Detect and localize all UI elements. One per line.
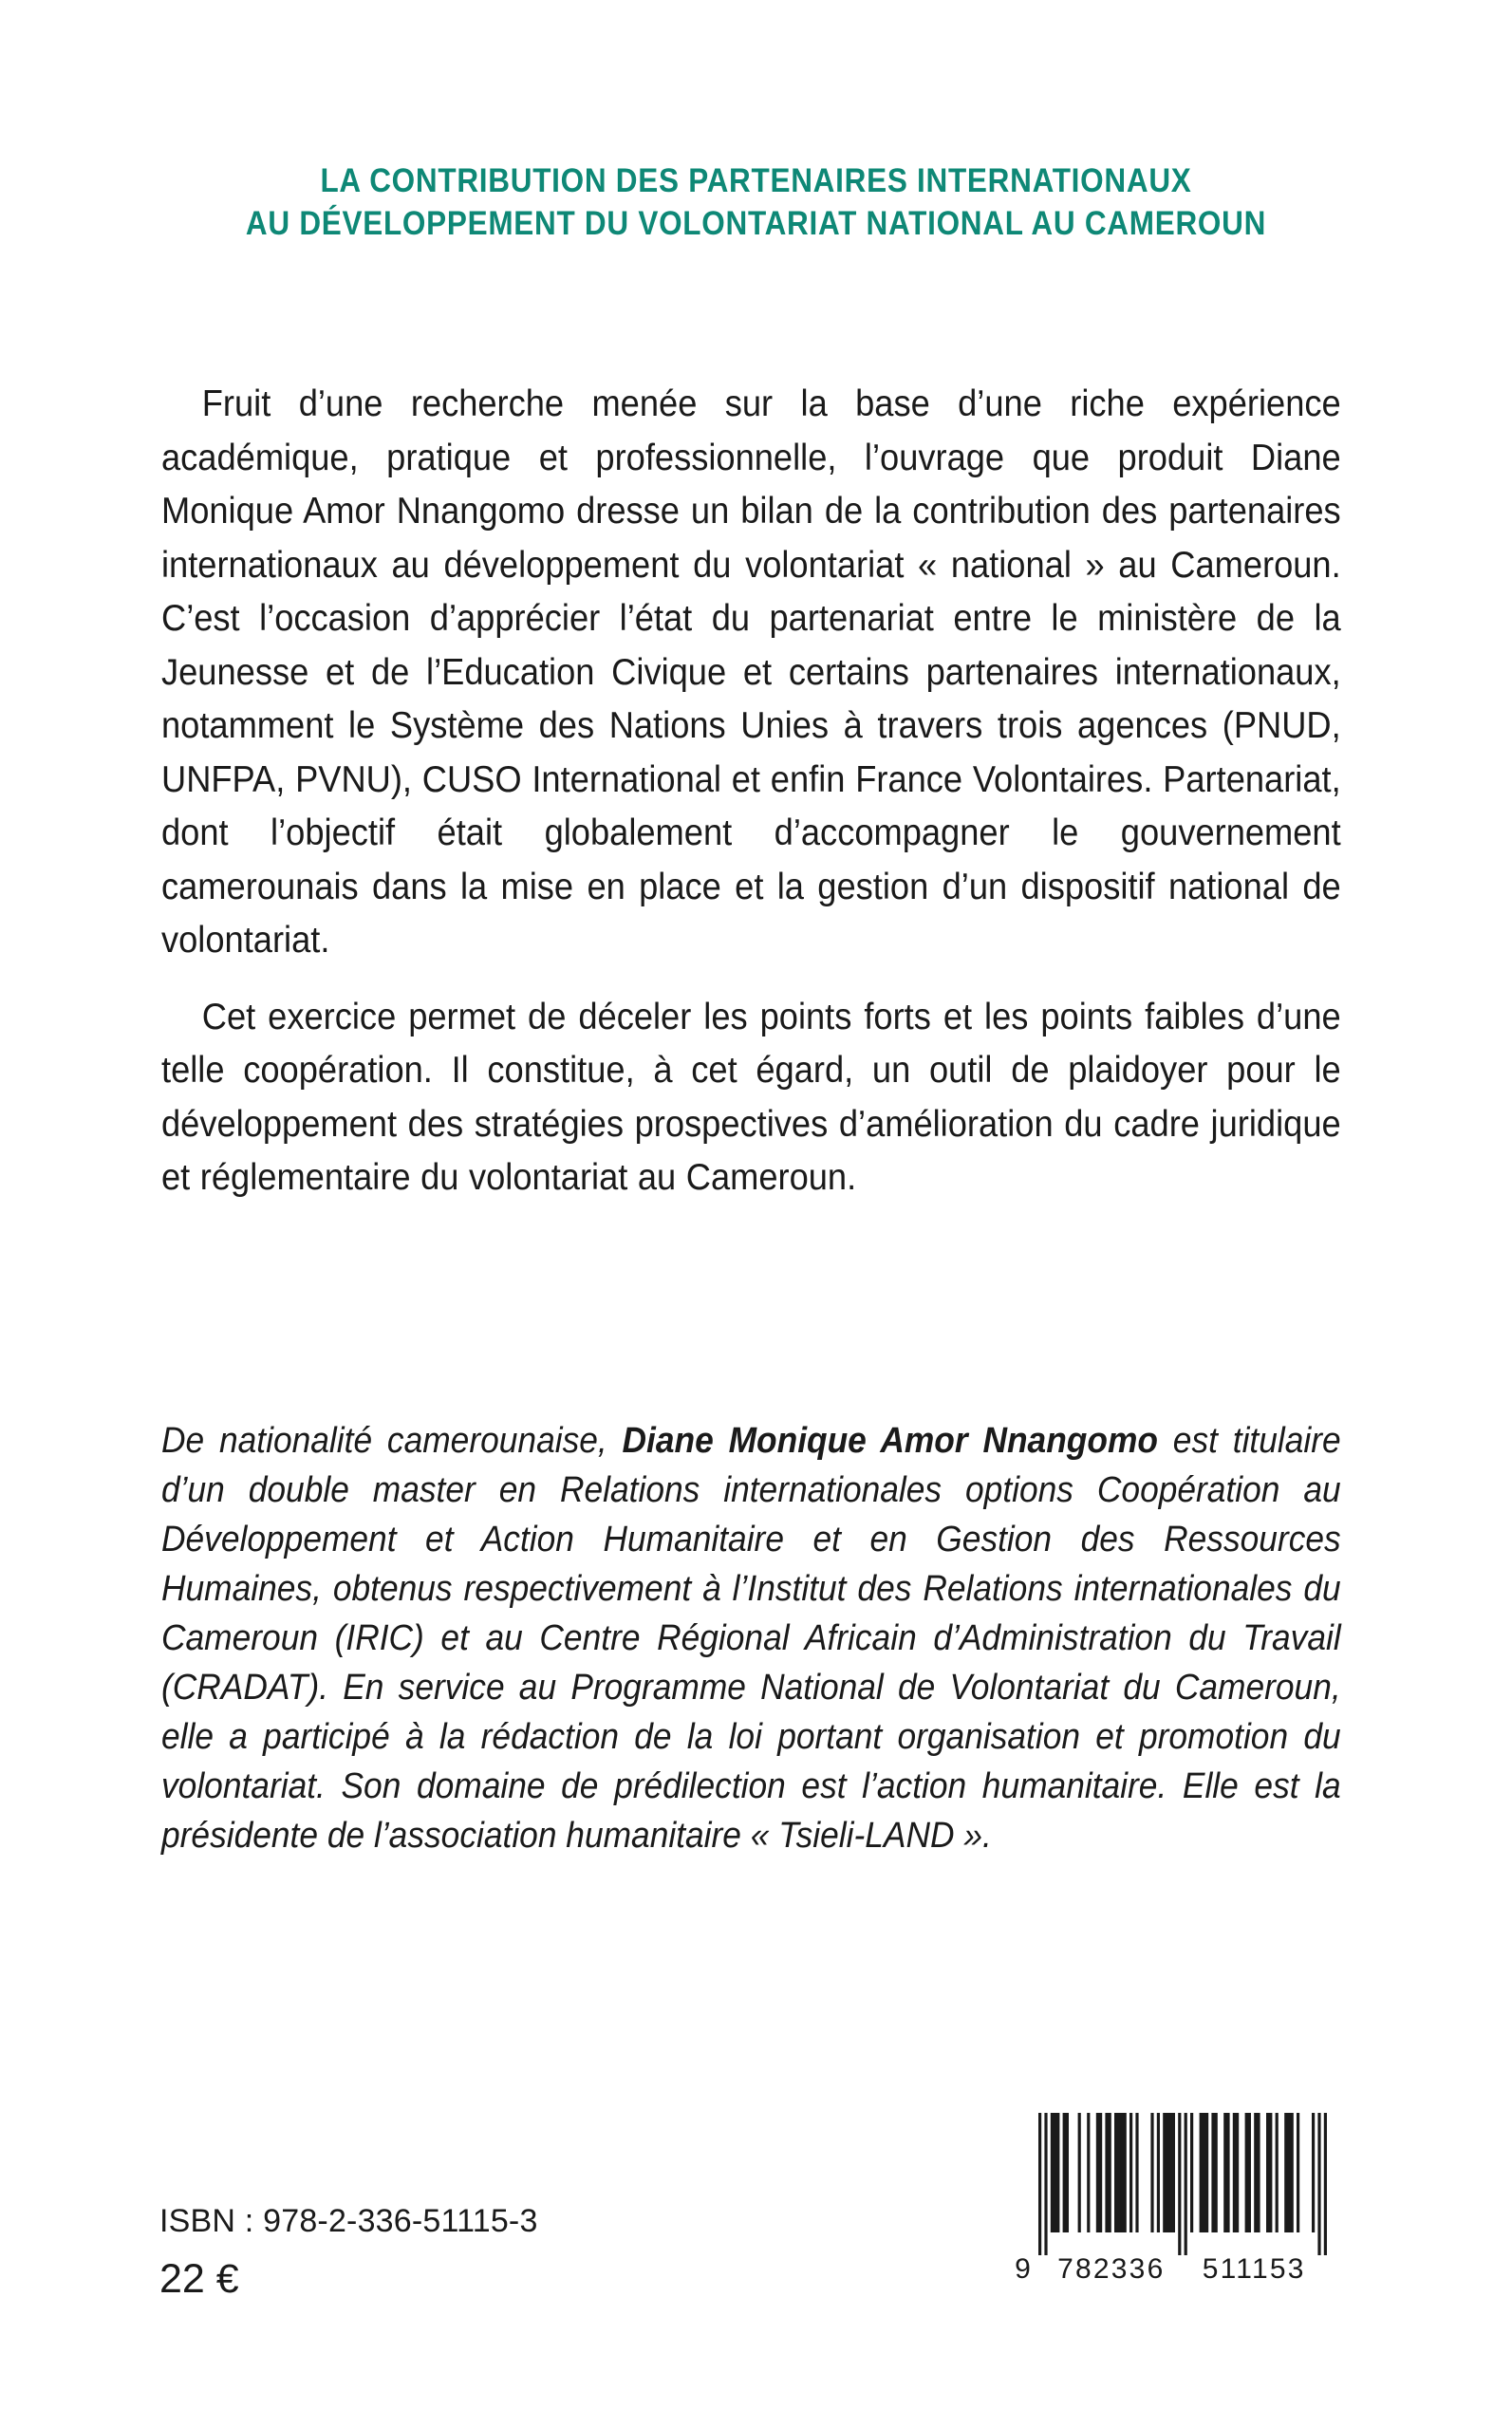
author-biography	[161, 1416, 1341, 1860]
price-text: 22 €	[159, 2256, 239, 2302]
isbn-text: ISBN : 978-2-336-51115-3	[159, 2203, 538, 2239]
ean13-barcode	[1014, 2105, 1336, 2286]
svg-text:511153: 511153	[1202, 2253, 1306, 2285]
bio-lead-text: De nationalité camerounaise,	[161, 1421, 623, 1461]
blurb-section	[161, 378, 1341, 1205]
book-title-line-1: LA CONTRIBUTION DES PARTENAIRES INTERNATIONAUX	[320, 162, 1192, 199]
footer-meta	[159, 2200, 538, 2306]
book-title	[85, 159, 1427, 245]
book-title-line-2: AU DÉVELOPPEMENT DU VOLONTARIAT NATIONAL AU CAMEROUN	[245, 205, 1267, 242]
bio-rest-text: est titulaire d’un double master en Relations internationales options Coopération au Développement et Action Humanitaire et en Gestion des Ressources Humaines, obtenus respectivement à l’Institut des Relations internationales du Cameroun (IRIC) et au Centre Régional Africain d’Administration du Travail (CRADAT). En service au Programme National de Volontariat du Cameroun, elle a participé à la rédaction de la loi portant organisation et promotion du volontariat. Son domaine de prédilection est l’action humanitaire. Elle est la présidente de l’association humanitaire « Tsieli-LAND ».	[161, 1421, 1341, 1856]
svg-text:9: 9	[1015, 2253, 1033, 2285]
svg-text:782336: 782336	[1057, 2253, 1166, 2285]
author-name: Diane Monique Amor Nnangomo	[622, 1421, 1158, 1461]
barcode-graphic	[1014, 2105, 1336, 2286]
blurb-paragraph-2: Cet exercice permet de déceler les points forts et les points faibles d’une telle coopération. Il constitue, à cet égard, un outil de plaidoyer pour le développement des stratégies prospectives d’amélioration du cadre juridique et réglementaire du volontariat au Cameroun.	[161, 996, 1341, 1198]
author-biography-section	[161, 1416, 1341, 1860]
blurb-paragraph-1: Fruit d’une recherche menée sur la base d’une riche expérience académique, pratique et professionnelle, l’ouvrage que produit Diane Monique Amor Nnangomo dresse un bilan de la contribution des partenaires internationaux au développement du volontariat « national » au Cameroun. C’est l’occasion d’apprécier l’état du partenariat entre le ministère de la Jeunesse et de l’Education Civique et certains partenaires internationaux, notamment le Système des Nations Unies à travers trois agences (PNUD, UNFPA, PVNU), CUSO International et enfin France Volontaires. Partenariat, dont l’objectif était globalement d’accompagner le gouvernement camerounais dans la mise en place et la gestion d’un dispositif national de volontariat.	[161, 383, 1341, 961]
